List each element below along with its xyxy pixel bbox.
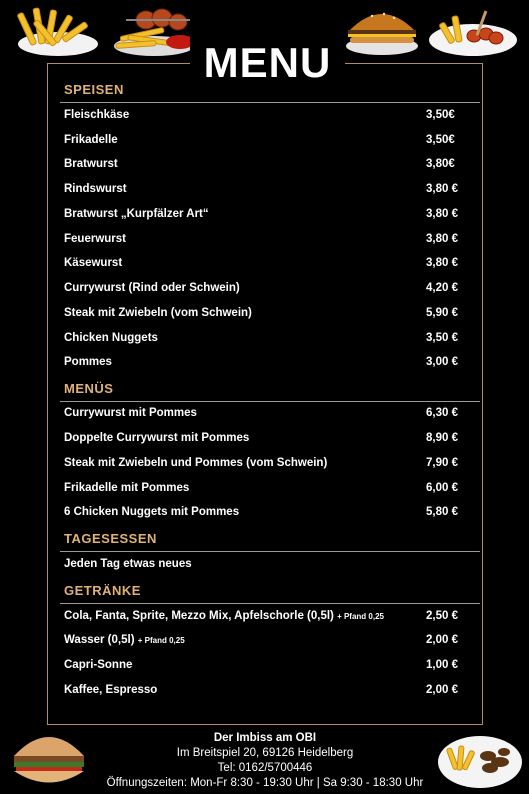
footer — [90, 731, 440, 791]
fries-curry-icon — [108, 2, 200, 58]
menu-item: Bratwurst „Kurpfälzer Art“ 3,80 € — [64, 205, 464, 223]
section-divider — [60, 401, 480, 402]
address: Im Breitspiel 20, 69126 Heidelberg — [176, 747, 354, 759]
price: 8,90 € — [426, 432, 458, 444]
price: 1,00 € — [426, 659, 458, 671]
menu-item: Jeden Tag etwas neues — [64, 558, 192, 570]
price: 3,80 € — [426, 183, 458, 195]
menu-item: Currywurst (Rind oder Schwein) 4,20 € — [64, 279, 464, 297]
menu-item: Käsewurst 3,80 € — [64, 254, 464, 272]
burger-icon — [342, 4, 422, 58]
currywurst-plate-icon — [426, 4, 520, 58]
price: 3,50€ — [426, 134, 455, 146]
price: 3,80 € — [426, 233, 458, 245]
price: 2,00 € — [426, 634, 458, 646]
price: 3,80 € — [426, 257, 458, 269]
section-heading-speisen: SPEISEN — [64, 82, 480, 97]
menu-item: Doppelte Currywurst mit Pommes 8,90 € — [64, 429, 464, 447]
menu-item: Capri-Sonne 1,00 € — [64, 656, 464, 674]
opening-hours: Öffnungszeiten: Mon-Fr 8:30 - 19:30 Uhr | Sa 9:30 - 18:30 Uhr — [106, 777, 424, 789]
price: 3,80€ — [426, 158, 455, 170]
phone: Tel: 0162/5700446 — [217, 762, 313, 774]
price: 5,80 € — [426, 506, 458, 518]
price: 7,90 € — [426, 457, 458, 469]
price: 6,30 € — [426, 407, 458, 419]
price: 3,00 € — [426, 356, 458, 368]
menu-item: Fleischkäse 3,50€ — [64, 106, 464, 124]
menu-item: Kaffee, Espresso 2,00 € — [64, 681, 464, 699]
menu-item: Frikadelle mit Pommes 6,00 € — [64, 479, 464, 497]
menu-item: Steak mit Zwiebeln und Pommes (vom Schwein) 7,90 € — [64, 454, 464, 472]
deposit-note: + Pfand 0,25 — [137, 636, 185, 645]
section-divider — [60, 551, 480, 552]
menu-item: Chicken Nuggets 3,50 € — [64, 329, 464, 347]
price: 6,00 € — [426, 482, 458, 494]
section-heading-getraenke: GETRÄNKE — [64, 583, 480, 598]
price: 3,50€ — [426, 109, 455, 121]
menu-item: 6 Chicken Nuggets mit Pommes 5,80 € — [64, 503, 464, 521]
menu-item: Rindswurst 3,80 € — [64, 180, 464, 198]
price: 5,90 € — [426, 307, 458, 319]
section-divider — [60, 102, 480, 103]
menu-item: Frikadelle 3,50€ — [64, 131, 464, 149]
price: 3,80 € — [426, 208, 458, 220]
price: 3,50 € — [426, 332, 458, 344]
section-heading-tagesessen: TAGESESSEN — [64, 531, 480, 546]
fries-icon — [14, 4, 102, 58]
menu-item: Bratwurst 3,80€ — [64, 155, 464, 173]
menu-item: Steak mit Zwiebeln (vom Schwein) 5,90 € — [64, 304, 464, 322]
deposit-note: + Pfand 0,25 — [337, 612, 384, 621]
section-heading-menues: MENÜS — [64, 381, 480, 396]
menu-item: Pommes 3,00 € — [64, 353, 464, 371]
menu-item: Cola, Fanta, Sprite, Mezzo Mix, Apfelschorle (0,5l) + Pfand 0,25 2,50 € — [64, 607, 464, 625]
section-divider — [60, 603, 480, 604]
price: 4,20 € — [426, 282, 458, 294]
menu-item: Wasser (0,5l) + Pfand 0,25 2,00 € — [64, 631, 464, 649]
price: 2,50 € — [426, 610, 458, 622]
page-title: MENU — [190, 38, 345, 88]
menu-item: Feuerwurst 3,80 € — [64, 230, 464, 248]
price: 2,00 € — [426, 684, 458, 696]
business-name: Der Imbiss am OBI — [213, 732, 317, 744]
menu-item: Currywurst mit Pommes 6,30 € — [64, 404, 464, 422]
